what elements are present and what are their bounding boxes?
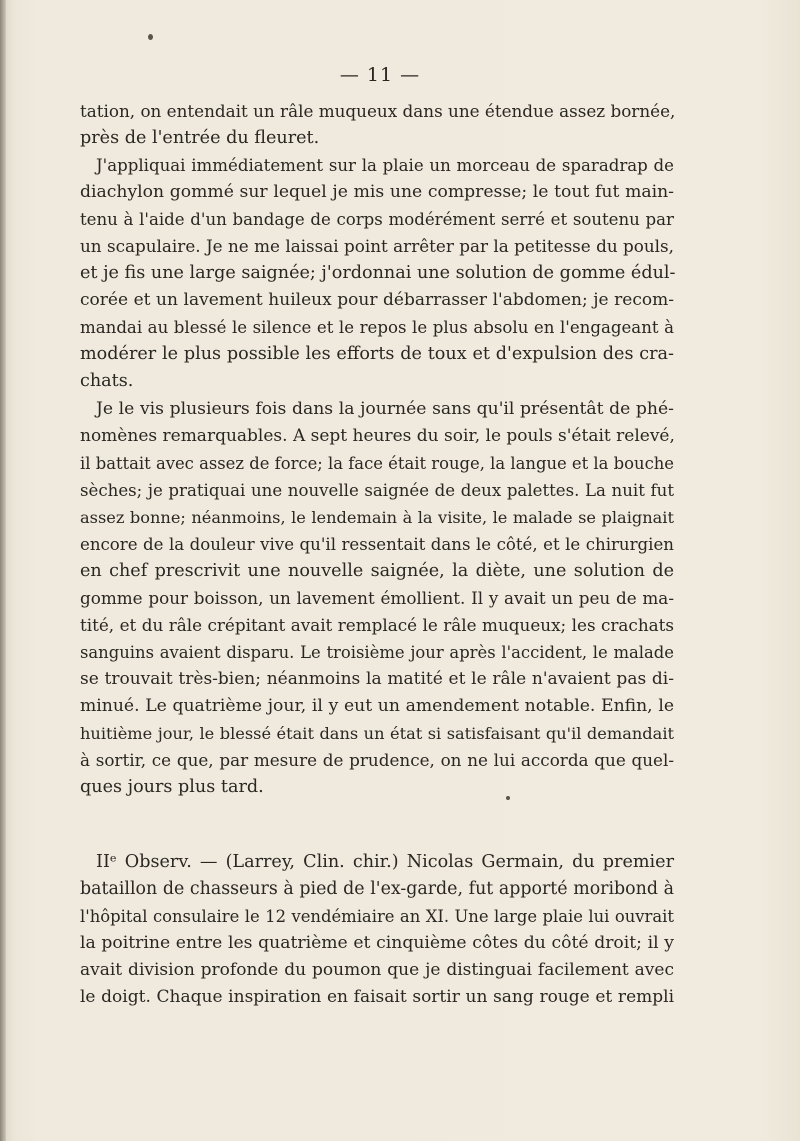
text-line: sèches; je pratiquai une nouvelle saignée de deux palettes. La nuit fut [80,480,674,500]
paragraph [80,396,674,802]
text-line: huitième jour, le blessé était dans un état si satisfaisant qu'il demandait [80,724,674,744]
paragraph [80,98,674,152]
text-line: mandai au blessé le silence et le repos le plus absolu en l'engageant à [80,318,674,338]
paragraph-gap [80,801,674,849]
text-line: le doigt. Chaque inspiration en faisait sortir un sang rouge et rempli [80,987,674,1008]
text-line: encore de la douleur vive qu'il ressentait dans le côté, et le chirurgien [80,534,674,554]
text-line: l'hôpital consulaire le 12 vendémiaire an XI. Une large plaie lui ouvrait [80,907,674,927]
text-line: tenu à l'aide d'un bandage de corps modérément serré et soutenu par [80,210,674,230]
binding-edge [0,0,6,1141]
text-line: près de l'entrée du fleuret. [80,128,320,149]
text-line: bataillon de chasseurs à pied de l'ex-garde, fut apporté moribond à [80,879,674,900]
text-line: à sortir, ce que, par mesure de prudence, on ne lui accorda que quel- [80,750,674,771]
text-line: Je le vis plusieurs fois dans la journée sans qu'il présentât de phé- [96,398,674,419]
text-line: gomme pour boisson, un lavement émollient. Il y avait un peu de ma- [80,587,674,608]
text-line: se trouvait très-bien; néanmoins la matité et le râle n'avaient pas di- [80,668,674,689]
text-line: J'appliquai immédiatement sur la plaie un morceau de sparadrap de [96,156,674,176]
text-line: ques jours plus tard. [80,777,264,798]
text-line: chats. [80,371,134,392]
text-line: assez bonne; néanmoins, le lendemain à la visite, le malade se plaignait [80,507,674,527]
text-line: diachylon gommé sur lequel je mis une compresse; le tout fut main- [80,182,674,203]
text-line: minué. Le quatrième jour, il y eut un amendement notable. Enfin, le [80,696,674,717]
text-line: la poitrine entre les quatrième et cinquième côtes du côté droit; il y [80,933,674,954]
text-line: corée et un lavement huileux pour débarrasser l'abdomen; je recom- [80,290,674,311]
text-line: tation, on entendait un râle muqueux dans une étendue assez bornée, [80,101,676,121]
text-line: IIᵉ Observ. — (Larrey, Clin. chir.) Nicolas Germain, du premier [96,852,674,873]
text-line: modérer le plus possible les efforts de toux et d'expulsion des cra- [80,344,674,365]
text-line: sanguins avaient disparu. Le troisième jour après l'accident, le malade [80,642,674,662]
page-number: — 11 — [339,64,421,86]
ink-speck [148,34,153,40]
text-line: avait division profonde du poumon que je distinguai facilement avec [80,960,674,981]
text-line: et je fis une large saignée; j'ordonnai une solution de gomme édul- [80,263,676,284]
body-text [80,98,674,1012]
text-line: en chef prescrivit une nouvelle saignée, la diète, une solution de [80,560,674,581]
paragraph [80,849,674,1011]
text-line: tité, et du râle crépitant avait remplacé le râle muqueux; les crachats [80,614,674,635]
text-line: un scapulaire. Je ne me laissai point arrêter par la petitesse du pouls, [80,236,674,257]
paragraph [80,152,674,395]
text-line: nomènes remarquables. A sept heures du soir, le pouls s'était relevé, [80,425,675,446]
text-line: il battait avec assez de force; la face était rouge, la langue et la bouche [80,453,674,473]
